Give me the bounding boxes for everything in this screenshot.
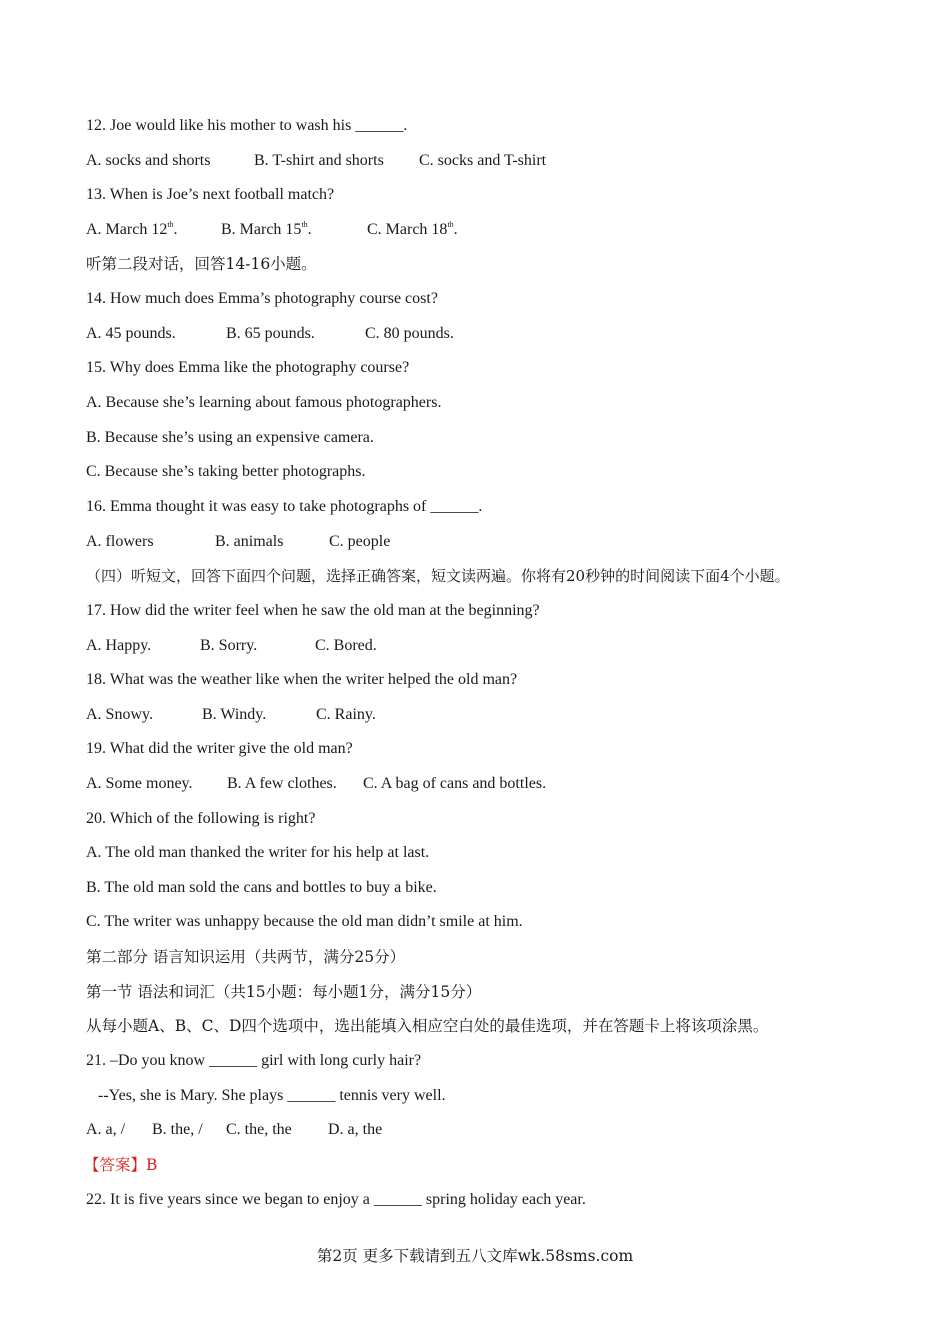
option-a: A. 45 pounds. [86, 325, 176, 342]
option-b: B. March 15th. [221, 220, 312, 238]
question-21-stem-2: --Yes, she is Mary. She plays ______ tennis very well. [98, 1087, 446, 1104]
option-a: A. March 12th. [86, 220, 178, 238]
question-16-options [86, 530, 390, 554]
option-c: C. people [329, 533, 391, 550]
question-21-options [86, 1118, 382, 1142]
option-c: C. Bored. [315, 637, 377, 654]
question-12-stem: 12. Joe would like his mother to wash his ______. [86, 117, 408, 134]
answer-21: 【答案】B [84, 1156, 158, 1174]
question-19-stem: 19. What did the writer give the old man? [86, 740, 353, 757]
option-b: B. Windy. [202, 706, 267, 723]
option-b: B. 65 pounds. [226, 325, 315, 342]
section-1-instructions: 从每小题A、B、C、D四个选项中，选出能填入相应空白处的最佳选项，并在答题卡上将该项涂黑。 [86, 1017, 769, 1035]
part-2-title: 第二部分 语言知识运用（共两节，满分25分） [86, 948, 406, 966]
option-b: B. animals [215, 533, 284, 550]
question-15-option-a: A. Because she’s learning about famous photographers. [86, 394, 442, 411]
question-14-stem: 14. How much does Emma’s photography course cost? [86, 290, 438, 307]
question-15-option-c: C. Because she’s taking better photographs. [86, 463, 366, 480]
option-a: A. Snowy. [86, 706, 153, 723]
question-20-option-a: A. The old man thanked the writer for his help at last. [86, 844, 430, 861]
option-d: D. a, the [328, 1121, 383, 1138]
option-b: B. T-shirt and shorts [254, 152, 384, 169]
question-21-stem: 21. –Do you know ______ girl with long curly hair? [86, 1052, 422, 1069]
question-17-options [86, 634, 377, 658]
option-a: A. flowers [86, 533, 154, 550]
section-2-intro: 听第二段对话，回答14-16小题。 [86, 255, 317, 273]
option-c: C. Rainy. [316, 706, 376, 723]
question-18-options [86, 703, 376, 727]
option-c: C. the, the [226, 1121, 292, 1138]
option-c: C. A bag of cans and bottles. [363, 775, 547, 792]
option-b: B. the, / [152, 1121, 203, 1138]
question-19-options [86, 772, 546, 796]
question-14-options [86, 322, 454, 346]
question-15-option-b: B. Because she’s using an expensive camera. [86, 429, 374, 446]
option-a: A. a, / [86, 1121, 126, 1138]
question-13-options [86, 218, 458, 242]
section-1-title: 第一节 语法和词汇（共15小题：每小题1分，满分15分） [86, 983, 482, 1001]
option-a: A. Happy. [86, 637, 152, 654]
option-c: C. socks and T-shirt [419, 152, 547, 169]
option-a: A. socks and shorts [86, 152, 211, 169]
question-18-stem: 18. What was the weather like when the writer helped the old man? [86, 671, 518, 688]
question-20-option-b: B. The old man sold the cans and bottles to buy a bike. [86, 879, 437, 896]
section-4-intro: （四）听短文，回答下面四个问题，选择正确答案，短文读两遍。你将有20秒钟的时间阅读下面4个小题。 [86, 567, 790, 585]
option-a: A. Some money. [86, 775, 193, 792]
question-13-stem: 13. When is Joe’s next football match? [86, 186, 335, 203]
page-footer: 第2页 更多下载请到五八文库wk.58sms.com [316, 1247, 634, 1265]
option-c: C. 80 pounds. [365, 325, 454, 342]
option-c: C. March 18th. [367, 220, 458, 238]
option-b: B. A few clothes. [227, 775, 337, 792]
question-12-options [86, 149, 546, 173]
question-16-stem: 16. Emma thought it was easy to take photographs of ______. [86, 498, 483, 515]
question-15-stem: 15. Why does Emma like the photography course? [86, 359, 410, 376]
question-20-option-c: C. The writer was unhappy because the old man didn’t smile at him. [86, 913, 523, 930]
question-20-stem: 20. Which of the following is right? [86, 810, 316, 827]
option-b: B. Sorry. [200, 637, 258, 654]
question-17-stem: 17. How did the writer feel when he saw the old man at the beginning? [86, 602, 540, 619]
question-22-stem: 22. It is five years since we began to enjoy a ______ spring holiday each year. [86, 1191, 586, 1208]
